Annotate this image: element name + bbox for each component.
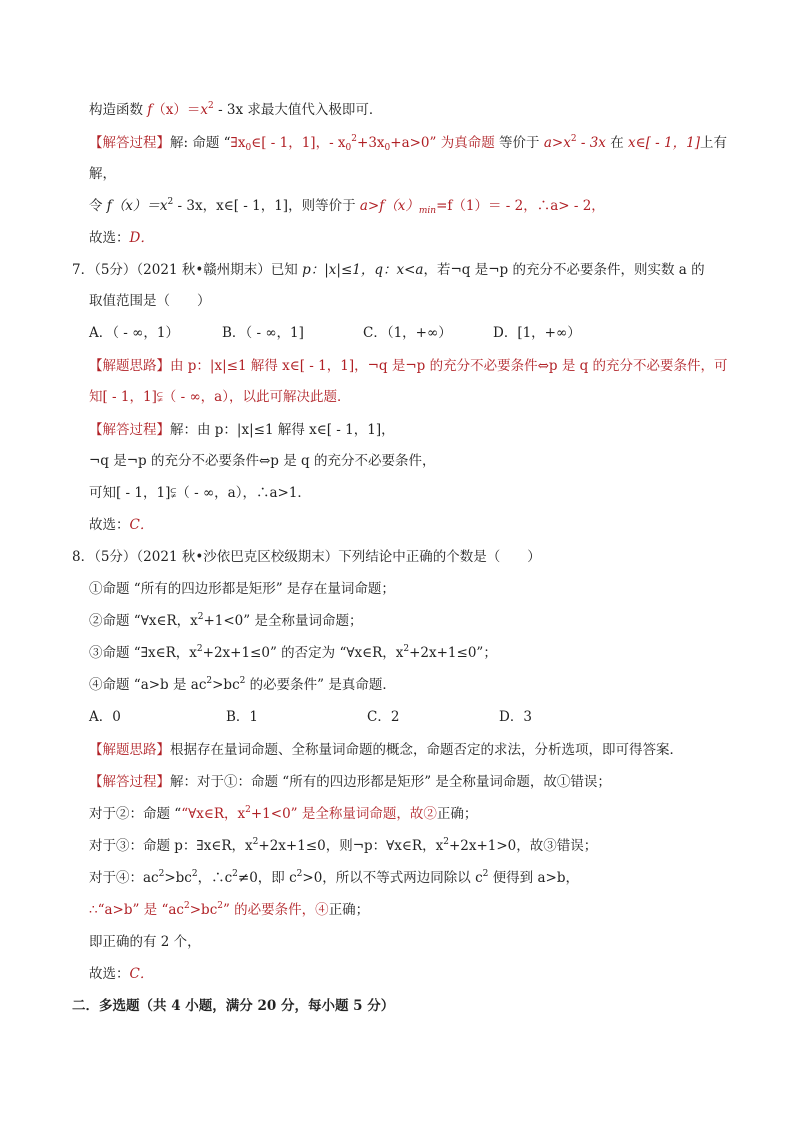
q7-option-a: A．（ - ∞，1） (89, 325, 179, 341)
q8-statement-4: ④命题 “a>b 是 $ac^2>bc^2$ 的必要条件” 是真命题． (89, 676, 396, 693)
q8-process-5: ∴“a>b” 是 “$ac^2>bc^2$” 的必要条件，④正确； (89, 901, 370, 918)
q8-process-4: 对于④：$ac^2>bc^2$，$\therefore c^2\ne 0$，即 $c^2>0$，所以不等式两边同除以 $c^2$ 便得到 a>b， (89, 869, 579, 886)
idea-label: 【解题思路】 (89, 742, 170, 758)
q7-process-line2: ¬q 是¬p 的充分不必要条件⇔p 是 q 的充分不必要条件， (89, 453, 436, 469)
process-label: 【解答过程】 (89, 135, 170, 151)
process-label: 【解答过程】 (89, 774, 170, 790)
q8-option-c: C．2 (367, 709, 400, 725)
q8-process-2: 对于②：命题 ““∀x∈R，$x^2+1<0$” 是全称量词命题，故②正确； (89, 805, 478, 822)
q8-process-3: 对于③：命题 p：∃x∈R，$x^2+2x+1\le 0$，则¬p：∀x∈R，$x^2+2x+1>0$，故③错误； (89, 837, 598, 854)
q6-process-line2: 解， (89, 166, 116, 182)
q8-idea: 【解题思路】根据存在量词命题、全称量词命题的概念，命题否定的求法，分析选项，即可得答案． (89, 742, 683, 758)
q8-option-d: D．3 (499, 709, 532, 725)
q7-option-d: D．[1，+∞） (493, 325, 581, 341)
q6-process-line: 【解答过程】解: 命题 “$\exists x_0\in[ - 1$，1]，- $x_0^2+3x_0+a>0$” 为真命题 等价于 $a>x^2 - 3x$ 在 x∈[ - 1，1]上有 (89, 134, 727, 153)
q8-statement-1: ①命题 “所有的四边形都是矩形” 是存在量词命题； (89, 581, 395, 597)
q8-answer: 故选：C． (89, 966, 154, 982)
q7-idea: 【解题思路】由 p：|x|≤1 解得 x∈[ - 1，1]，¬q 是¬p 的充分不必要条件⇔p 是 q 的充分不必要条件，可 (89, 358, 728, 374)
q8-options (89, 707, 734, 727)
q6-process-line3: 令 $f(x)=x^2 - 3x$，x∈[ - 1，1]，则等价于 $a>f(x)_{min}=f(1)= - 2$，∴a> - 2， (89, 197, 605, 216)
q7-process: 【解答过程】解：由 p：|x|≤1 解得 x∈[ - 1，1]， (89, 422, 395, 438)
q8-process-6: 即正确的有 2 个， (89, 934, 201, 950)
process-label: 【解答过程】 (89, 422, 170, 438)
idea-label: 【解题思路】 (89, 358, 170, 374)
q8-process: 【解答过程】解：对于①：命题 “所有的四边形都是矩形” 是全称量词命题，故①错误； (89, 774, 611, 790)
q7-option-c: C．（1，+∞） (363, 325, 452, 341)
q7-idea-line2: 知[ - 1，1]⫋（ - ∞，a），以此可解决此题． (89, 389, 351, 405)
q8-option-b: B．1 (226, 709, 259, 725)
q6-construct-line: 构造函数 $f(x)=x^2 - 3x$ 求最大值代入极即可． (89, 101, 383, 118)
q7-head-line2: 取值范围是（ ） (89, 293, 211, 309)
q7-answer: 故选：C． (89, 517, 154, 533)
q7-head: 7．（5分）（2021 秋•赣州期末）已知 p：|x|≤1，q：x<a，若¬q 是¬p 的充分不必要条件，则实数 a 的 (72, 262, 705, 278)
q7-option-b: B．（ - ∞，1] (222, 325, 304, 341)
section-title: 二．多选题（共 4 小题，满分 20 分，每小题 5 分） (72, 998, 395, 1014)
q8-statement-2: ②命题 “∀x∈R，$x^2+1<0$” 是全称量词命题； (89, 612, 363, 629)
q7-options (89, 323, 734, 343)
q8-statement-3: ③命题 “∃x∈R，$x^2+2x+1\le 0$” 的否定为 “∀x∈R，$x^2+2x+1\le 0$”； (89, 644, 497, 661)
q8-head: 8．（5分）（2021 秋•沙依巴克区校级期末）下列结论中正确的个数是（ ） (72, 549, 541, 565)
q6-answer: 故选：D． (89, 230, 154, 246)
q8-option-a: A．0 (89, 709, 121, 725)
q7-process-line3: 可知[ - 1，1]⫋（ - ∞，a），∴a>1． (89, 485, 311, 501)
